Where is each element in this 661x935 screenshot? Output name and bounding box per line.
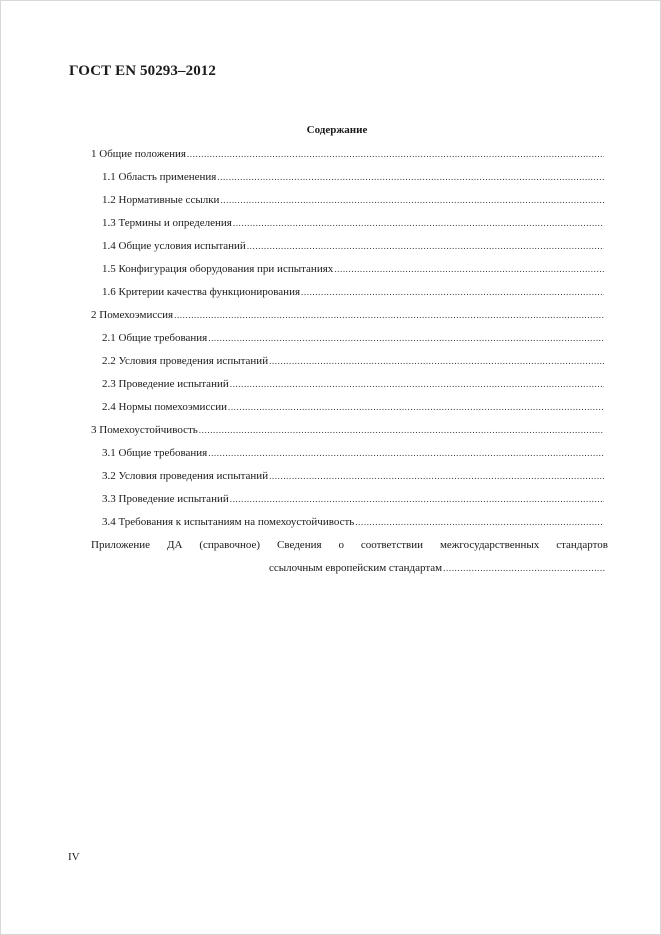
toc-entry-label: 2.2 Условия проведения испытаний bbox=[102, 355, 269, 367]
toc-entry-label: 2 Помехоэмиссия bbox=[91, 309, 174, 321]
toc-entry-label: 3 Помехоустойчивость bbox=[91, 424, 198, 436]
toc-entry-label: 2.1 Общие требования bbox=[102, 332, 208, 344]
toc-entry[interactable] bbox=[102, 192, 604, 208]
toc-entry-label: 3.2 Условия проведения испытаний bbox=[102, 470, 269, 482]
toc-leader-dots bbox=[355, 514, 604, 530]
toc-entry-label: 3.1 Общие требования bbox=[102, 447, 208, 459]
toc-title: Содержание bbox=[306, 124, 368, 136]
toc-leader-dots bbox=[174, 307, 604, 323]
toc-entry-label: 2.4 Нормы помехоэмиссии bbox=[102, 401, 227, 413]
toc-leader-dots bbox=[233, 215, 604, 231]
toc-entry-label: 1.3 Термины и определения bbox=[102, 217, 232, 229]
toc-entry[interactable] bbox=[91, 422, 604, 438]
toc-entry-label: 1 Общие положения bbox=[91, 148, 186, 160]
toc-entry-label: 1.1 Область применения bbox=[102, 171, 217, 183]
toc-entry[interactable] bbox=[102, 215, 604, 231]
toc-entry[interactable] bbox=[102, 169, 604, 185]
toc-entry[interactable] bbox=[91, 146, 604, 162]
toc-entry-label: 1.5 Конфигурация оборудования при испытаниях bbox=[102, 263, 334, 275]
toc-leader-dots bbox=[228, 399, 604, 415]
toc-entry[interactable] bbox=[102, 330, 604, 346]
toc-entry-label: 3.3 Проведение испытаний bbox=[102, 493, 229, 505]
toc-leader-dots bbox=[334, 261, 604, 277]
toc-leader-dots bbox=[220, 192, 604, 208]
toc-entry[interactable] bbox=[102, 491, 604, 507]
toc-entry[interactable] bbox=[102, 261, 604, 277]
toc-leader-dots bbox=[199, 422, 604, 438]
page-number: IV bbox=[68, 851, 80, 863]
toc-leader-dots bbox=[187, 146, 604, 162]
toc-leader-dots bbox=[230, 491, 604, 507]
toc-entry[interactable] bbox=[102, 445, 604, 461]
toc-entry-label: 1.2 Нормативные ссылки bbox=[102, 194, 220, 206]
toc-entry-label: ссылочным европейским стандартам bbox=[269, 562, 443, 574]
toc-entry[interactable] bbox=[102, 284, 604, 300]
toc-entry[interactable] bbox=[102, 376, 604, 392]
toc-leader-dots bbox=[269, 468, 604, 484]
toc-leader-dots bbox=[247, 238, 604, 254]
toc-appendix-title[interactable]: Приложение ДА (справочное) Сведения о соответствии межгосударственных стандартов bbox=[91, 539, 608, 551]
toc-entry[interactable] bbox=[102, 514, 604, 530]
toc-leader-dots bbox=[208, 445, 604, 461]
toc-entry[interactable] bbox=[102, 353, 604, 369]
toc-entry[interactable] bbox=[102, 238, 604, 254]
toc-entry[interactable] bbox=[102, 468, 604, 484]
toc-entry[interactable] bbox=[102, 399, 604, 415]
toc-entry-label: 1.4 Общие условия испытаний bbox=[102, 240, 246, 252]
toc-entry-label: 1.6 Критерии качества функционирования bbox=[102, 286, 301, 298]
toc-leader-dots bbox=[208, 330, 604, 346]
toc-leader-dots bbox=[443, 560, 605, 576]
document-header-title: ГОСТ EN 50293–2012 bbox=[69, 63, 216, 79]
toc-leader-dots bbox=[269, 353, 604, 369]
toc-appendix-continuation[interactable] bbox=[269, 560, 605, 576]
toc-entry-label: 2.3 Проведение испытаний bbox=[102, 378, 229, 390]
toc-leader-dots bbox=[217, 169, 604, 185]
toc-entry[interactable] bbox=[91, 307, 604, 323]
toc-leader-dots bbox=[301, 284, 604, 300]
toc-entry-label: 3.4 Требования к испытаниям на помехоустойчивость bbox=[102, 516, 355, 528]
toc-leader-dots bbox=[230, 376, 604, 392]
